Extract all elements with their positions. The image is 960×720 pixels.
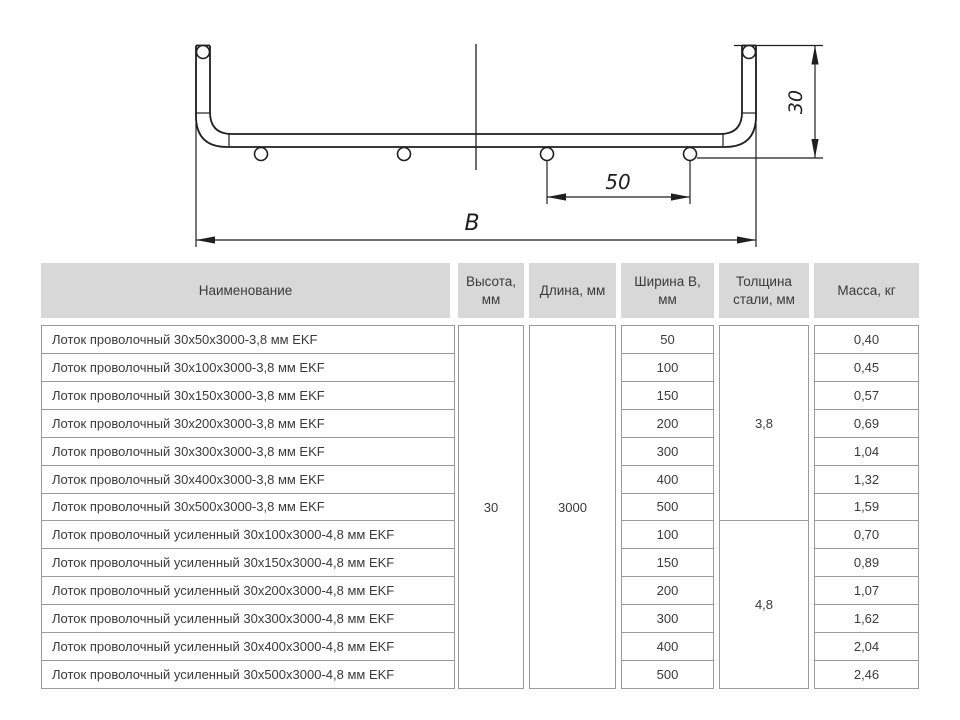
arrowhead [671,193,690,200]
table-row-width: 50 [622,326,713,354]
edge-wire-left [197,46,210,59]
table-row-width: 500 [656,667,679,683]
table-row-width: 150 [622,549,713,577]
table-row-mass: 0,70 [815,521,918,549]
merged-height-cell: 30 [483,499,499,515]
merged-length-cell: 3000 [558,499,587,515]
header-height: Высота, мм [458,263,524,318]
table-row-name: Лоток проволочный 30х500х3000-3,8 мм EKF [42,494,454,522]
table-row-name: Лоток проволочный 30х50х3000-3,8 мм EKF [42,326,454,354]
table-row-mass: 0,89 [815,549,918,577]
merged-thickness-reinforced: 4,8 [754,597,774,613]
table-row-mass: 2,46 [853,667,880,683]
table-row-name: Лоток проволочный 30х300х3000-3,8 мм EKF [42,438,454,466]
column-height [458,325,524,689]
arrowhead [196,236,215,243]
column-length [529,325,616,689]
table-row-width: 100 [622,521,713,549]
table-row-name: Лоток проволочный 30х100х3000-3,8 мм EKF [42,354,454,382]
table-row-mass: 1,59 [815,494,918,522]
arrowhead [737,236,756,243]
table-row-width: 150 [622,382,713,410]
table-row-width: 300 [622,605,713,633]
table-row-mass: 1,32 [815,466,918,494]
table-row-width: 200 [622,410,713,438]
table-row-width: 400 [622,466,713,494]
dimension-width-label: B [464,211,480,236]
dimension-spacing-label: 50 [605,170,631,194]
header-thickness: Толщина стали, мм [719,263,809,318]
table-row-width: 200 [622,577,713,605]
table-row-mass: 2,04 [815,633,918,661]
arrowhead [547,193,566,200]
arrowhead [811,139,818,158]
table-row-mass: 1,04 [815,438,918,466]
column-thickness [719,325,809,689]
dimension-height-label: 30 [785,89,807,115]
table-row-name: Лоток проволочный усиленный 30х300х3000-4,8 мм EKF [42,605,454,633]
table-row-width: 400 [622,633,713,661]
column-name [41,325,455,689]
table-row-name: Лоток проволочный усиленный 30х150х3000-4,8 мм EKF [42,549,454,577]
header-width: Ширина В, мм [621,263,714,318]
column-width [621,325,714,689]
table-row-name: Лоток проволочный усиленный 30х500х3000-4,8 мм EKF [52,667,395,683]
table-row-name: Лоток проволочный усиленный 30х100х3000-4,8 мм EKF [42,521,454,549]
table-row-name: Лоток проволочный 30х400х3000-3,8 мм EKF [42,466,454,494]
table-row-mass: 1,62 [815,605,918,633]
header-mass: Масса, кг [814,263,919,318]
table-row-name: Лоток проволочный усиленный 30х400х3000-4,8 мм EKF [42,633,454,661]
table-row-name: Лоток проволочный усиленный 30х200х3000-4,8 мм EKF [42,577,454,605]
header-name: Наименование [41,263,450,318]
table-row-mass: 0,69 [815,410,918,438]
column-mass [814,325,919,689]
table-row-width: 500 [622,494,713,522]
arrowhead [811,46,818,65]
tray-cross-section-diagram [0,0,960,260]
table-row-mass: 0,57 [815,382,918,410]
merged-thickness-regular: 3,8 [720,326,808,521]
table-row-mass: 0,45 [815,354,918,382]
table-row-name: Лоток проволочный 30х150х3000-3,8 мм EKF [42,382,454,410]
table-row-name: Лоток проволочный 30х200х3000-3,8 мм EKF [42,410,454,438]
table-row-mass: 1,07 [815,577,918,605]
table-row-width: 300 [622,438,713,466]
edge-wire-right [743,46,756,59]
table-row-mass: 0,40 [815,326,918,354]
header-length: Длина, мм [529,263,616,318]
table-row-width: 100 [622,354,713,382]
